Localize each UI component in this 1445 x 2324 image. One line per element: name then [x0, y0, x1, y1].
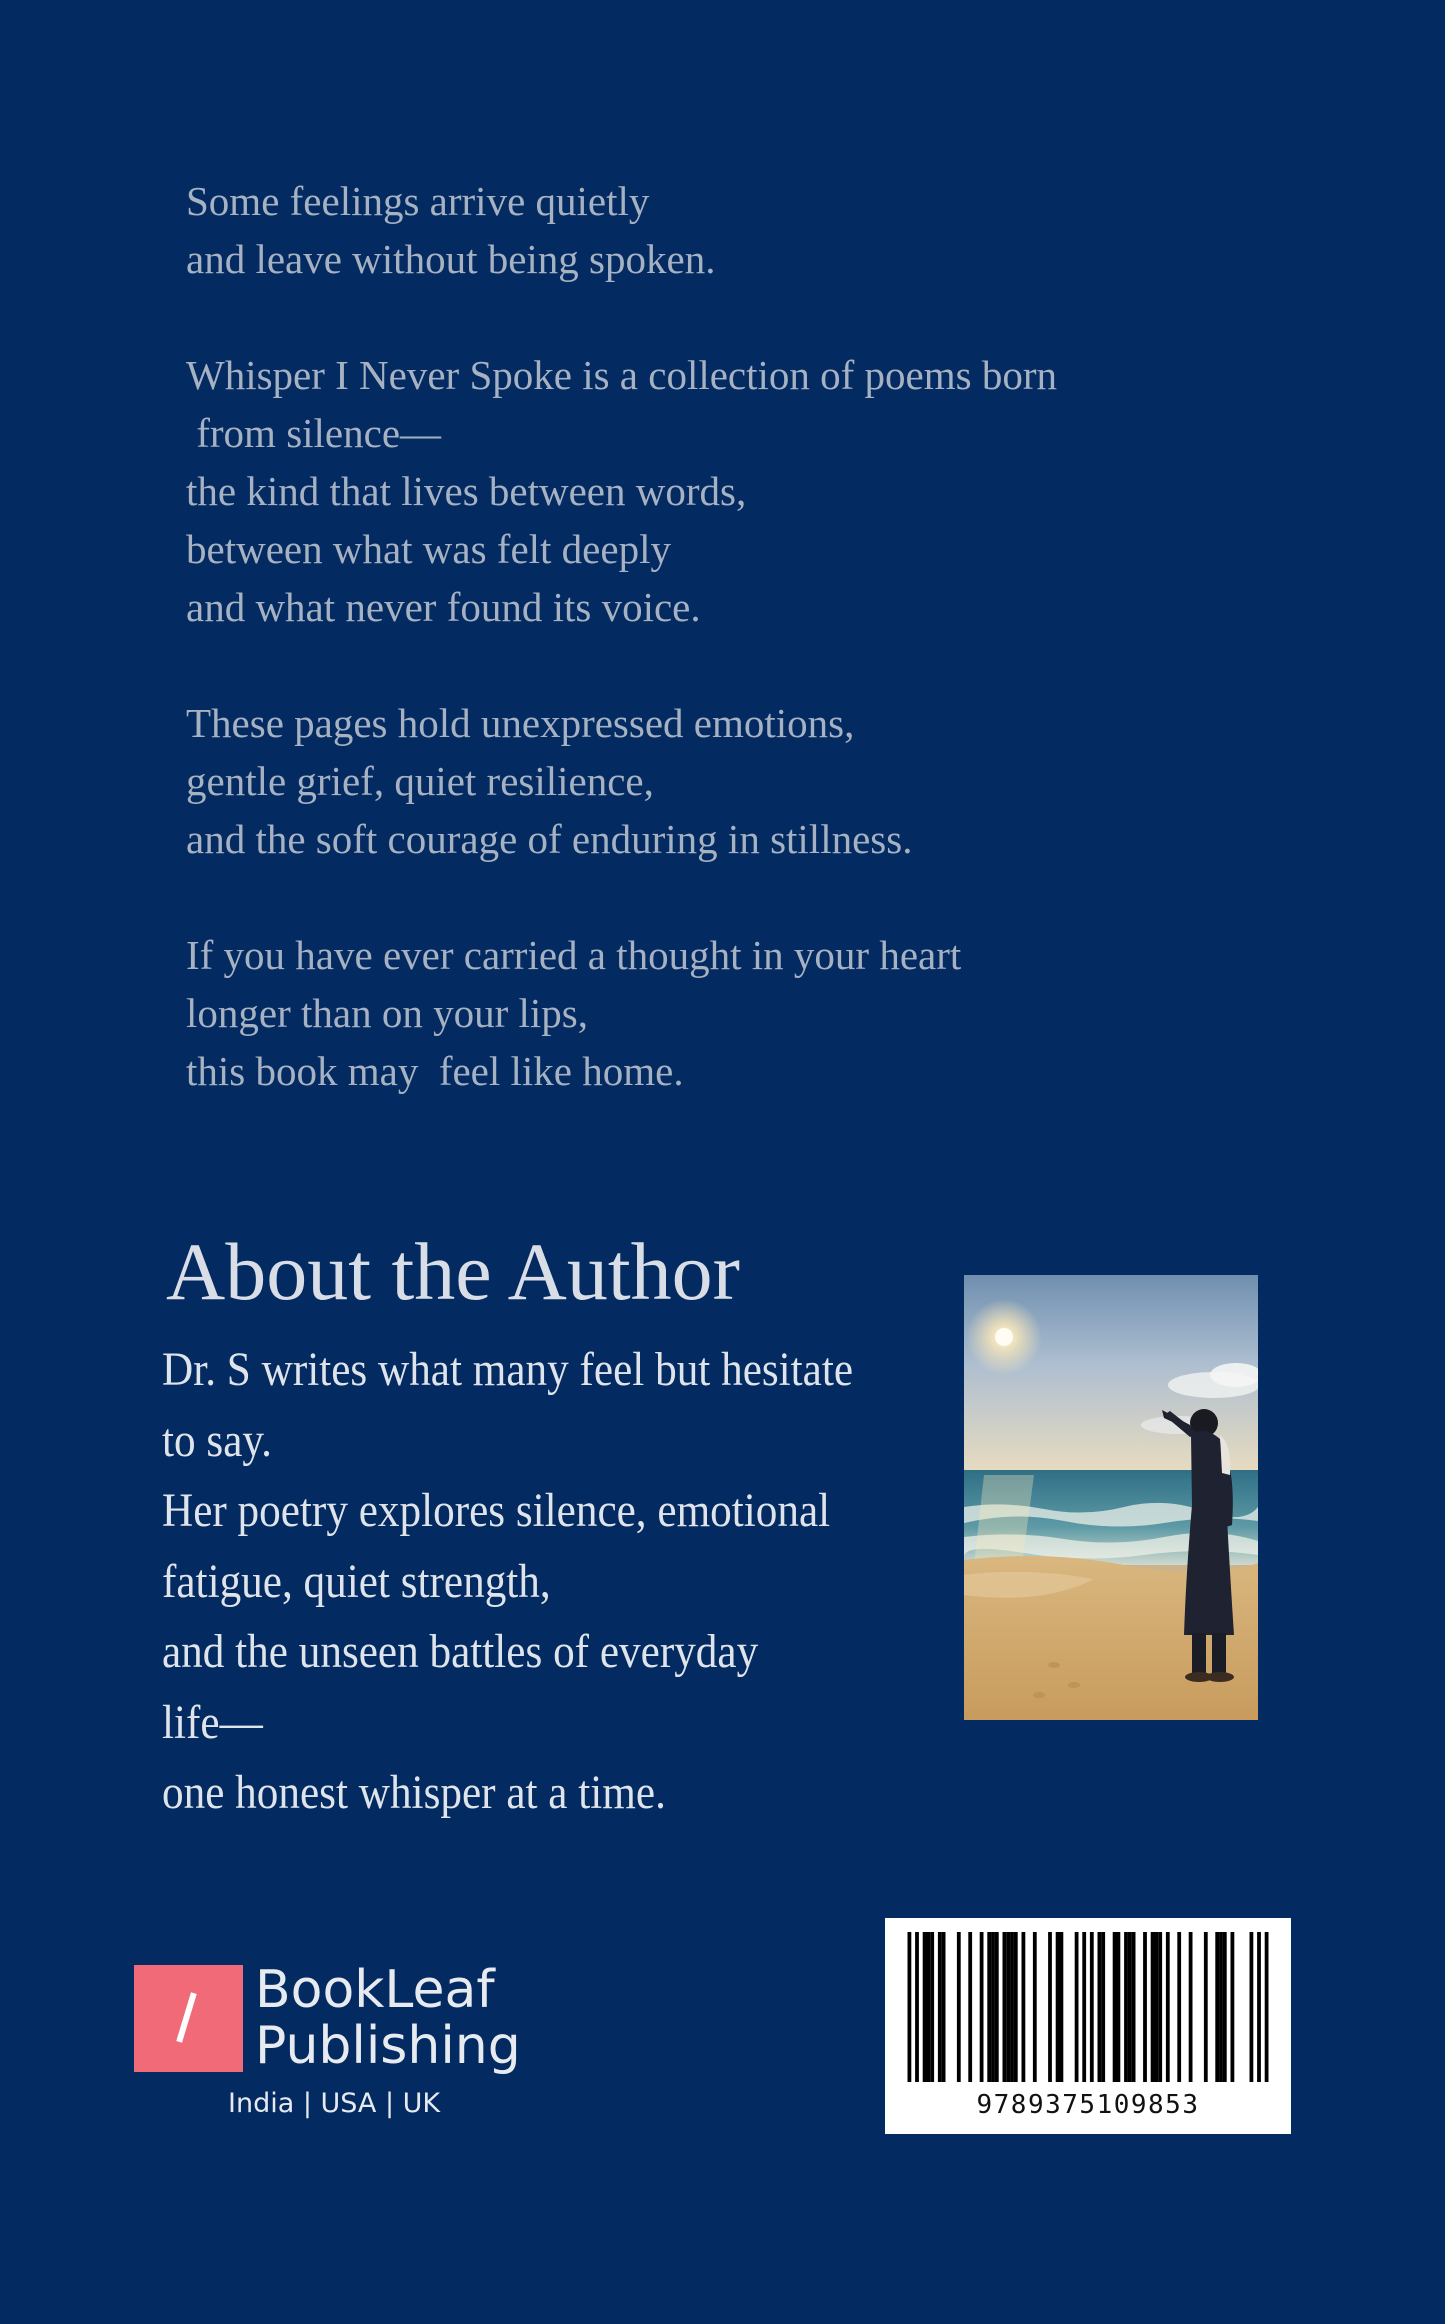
- barcode-bar: [908, 1932, 912, 2082]
- blurb-line: the kind that lives between words,: [186, 468, 747, 514]
- barcode-bar: [995, 1932, 999, 2082]
- barcode-bar: [1060, 1932, 1064, 2082]
- barcode-bar: [968, 1932, 972, 2082]
- barcode-bar: [923, 1932, 927, 2082]
- blurb-line: Whisper I Never Spoke is a collection of poems born: [186, 352, 1058, 398]
- bio-line: Her poetry explores silence, emotional: [162, 1484, 831, 1537]
- barcode-bar: [1257, 1932, 1261, 2082]
- barcode-bar: [957, 1932, 961, 2082]
- blurb-paragraph: [186, 172, 1166, 288]
- barcode-bar: [930, 1932, 934, 2082]
- blurb-paragraph: [186, 926, 1166, 1100]
- bio-line: life—: [162, 1695, 263, 1749]
- barcode-bar: [915, 1932, 919, 2082]
- barcode-bar: [1022, 1932, 1026, 2082]
- barcode-bar: [1177, 1932, 1181, 2082]
- barcode-bar: [1101, 1932, 1105, 2082]
- publisher-name-line: BookLeaf: [255, 1960, 495, 2020]
- barcode-bar: [1189, 1932, 1193, 2082]
- bio-line: one honest whisper at a time.: [162, 1766, 666, 1819]
- barcode-bar: [1166, 1932, 1170, 2082]
- barcode-bar: [1132, 1932, 1136, 2082]
- blurb-line: longer than on your lips,: [186, 990, 588, 1036]
- publisher-name: [255, 1962, 521, 2074]
- barcode-bar: [1082, 1932, 1086, 2082]
- barcode-bar: [1014, 1932, 1018, 2082]
- slash-logo-icon: [134, 1965, 243, 2072]
- barcode-bar: [1143, 1932, 1147, 2082]
- author-bio: [162, 1335, 882, 1829]
- blurb-line: and what never found its voice.: [186, 584, 701, 630]
- publisher-logo: [134, 1960, 554, 2119]
- author-illustration: [964, 1275, 1258, 1720]
- barcode-bar: [1006, 1932, 1010, 2082]
- bio-line: and the unseen battles of everyday: [162, 1625, 759, 1678]
- barcode-bar: [1158, 1932, 1162, 2082]
- about-author-heading: About the Author: [166, 1226, 740, 1317]
- barcode-bar: [1098, 1932, 1102, 2082]
- blurb-line: and the soft courage of enduring in stillness.: [186, 816, 913, 862]
- barcode-bar: [1048, 1932, 1052, 2082]
- blurb-line: from silence—: [186, 410, 442, 456]
- barcode-bar: [927, 1932, 931, 2082]
- isbn-barcode: [885, 1918, 1291, 2134]
- barcode-bar: [987, 1932, 991, 2082]
- blurb-line: Some feelings arrive quietly: [186, 178, 650, 224]
- barcode-bar: [1113, 1932, 1117, 2082]
- barcode-bar: [1033, 1932, 1037, 2082]
- barcode-bar: [991, 1932, 995, 2082]
- barcode-bar: [1151, 1932, 1155, 2082]
- barcode-bar: [1124, 1932, 1128, 2082]
- barcode-bar: [1003, 1932, 1007, 2082]
- blurb-line: between what was felt deeply: [186, 526, 671, 572]
- blurb-line: this book may feel like home.: [186, 1048, 684, 1094]
- barcode-bar: [1215, 1932, 1219, 2082]
- barcode-bar: [942, 1932, 946, 2082]
- barcode-bar: [1010, 1932, 1014, 2082]
- barcode-bar: [938, 1932, 942, 2082]
- barcode-bar: [980, 1932, 984, 2082]
- barcode-bar: [1204, 1932, 1208, 2082]
- publisher-regions: India | USA | UK: [228, 2088, 441, 2119]
- barcode-bar: [1231, 1932, 1235, 2082]
- barcode-bar: [1155, 1932, 1159, 2082]
- book-blurb: [186, 172, 1166, 1158]
- author-photo: [964, 1275, 1258, 1720]
- barcode-bar: [1265, 1932, 1269, 2082]
- bio-line: fatigue, quiet strength,: [162, 1554, 551, 1608]
- bio-line: to say.: [162, 1413, 272, 1467]
- blurb-paragraph: [186, 694, 1166, 868]
- blurb-line: gentle grief, quiet resilience,: [186, 758, 654, 804]
- blurb-line: If you have ever carried a thought in your heart: [186, 932, 962, 978]
- barcode-bar: [1250, 1932, 1254, 2082]
- barcode-bar: [1219, 1932, 1223, 2082]
- isbn-number: 9789375109853: [976, 2090, 1200, 2120]
- bio-line: Dr. S writes what many feel but hesitate: [162, 1343, 854, 1396]
- barcode-bar: [1128, 1932, 1132, 2082]
- blurb-paragraph: [186, 346, 1166, 636]
- barcode-bar: [1090, 1932, 1094, 2082]
- barcode-bar: [1056, 1932, 1060, 2082]
- barcode-bar: [1075, 1932, 1079, 2082]
- blurb-line: These pages hold unexpressed emotions,: [186, 700, 855, 746]
- publisher-name-line: Publishing: [255, 2016, 521, 2076]
- barcode-bar: [1223, 1932, 1227, 2082]
- barcode-bar: [1117, 1932, 1121, 2082]
- blurb-line: and leave without being spoken.: [186, 236, 716, 282]
